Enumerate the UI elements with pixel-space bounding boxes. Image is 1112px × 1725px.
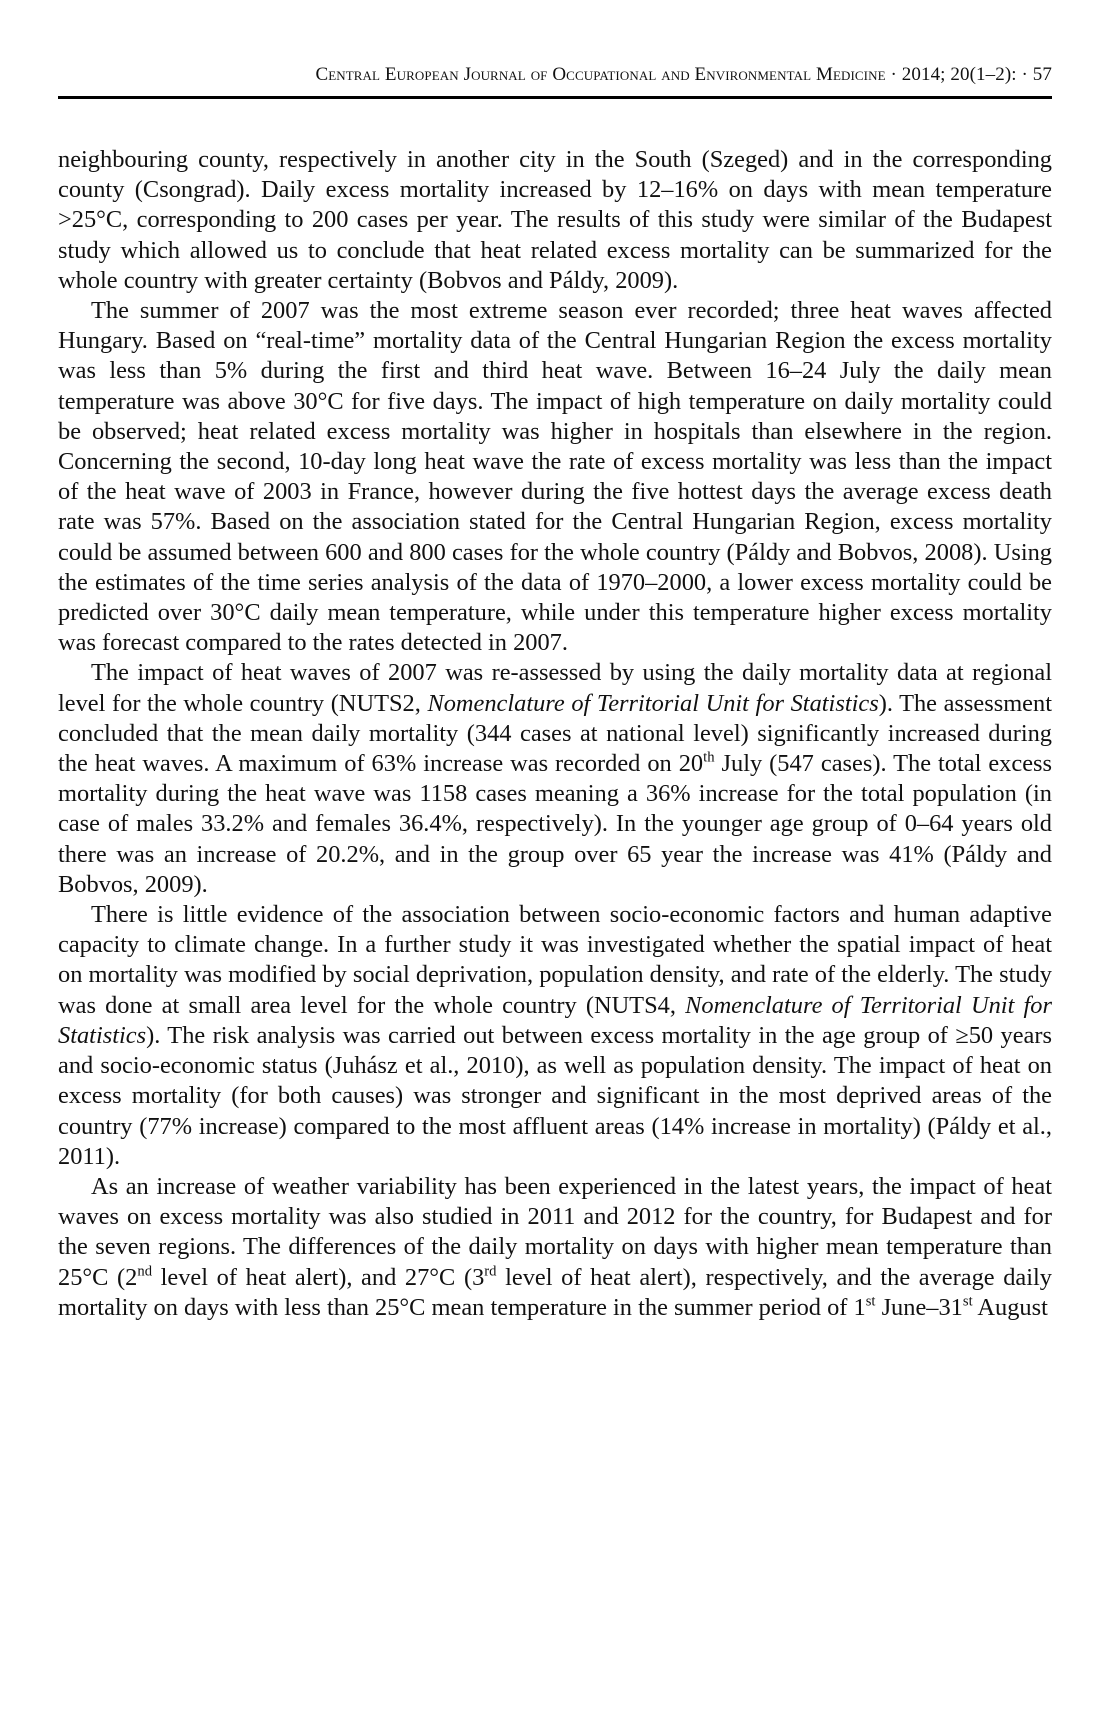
paragraph: [58, 145, 1052, 296]
text-run: June–31: [875, 1293, 963, 1321]
ordinal-suffix: rd: [484, 1263, 497, 1279]
header-separator: ·: [1016, 64, 1033, 85]
text-run: The impact of heat waves of 2007 was re-assessed by using the daily mortality data at regional level for the whole country (NUTS2,: [58, 659, 1052, 717]
ordinal-suffix: st: [962, 1293, 973, 1310]
text-run: level of heat alert), and 27°C (3: [152, 1263, 485, 1291]
header-separator: ·: [885, 64, 902, 85]
text-run: July (547 cases). The total excess mortality during the heat wave was 1158 cases meaning a 36% increase for the total population (in case of males 33.2% and females 36.4%, respectively). In the younger age group of 0–64 years old there was an increase of 20.2%, and in the group over 65 year the increase was 41% (Páldy and Bobvos, 2009).: [58, 750, 1053, 898]
text-run: ). The assessment concluded that the mean daily mortality (344 cases at national level) significantly increased during the heat waves. A maximum of 63% increase was recorded on 20: [58, 689, 1052, 778]
paragraph: [58, 900, 1052, 1172]
text-run: level of heat alert), respectively, and the average daily mortality on days with less than 25°C mean temperature in the summer period of 1: [58, 1263, 1053, 1321]
journal-title: Central European Journal of Occupational and Environmental Medicine: [315, 64, 886, 85]
ordinal-suffix: nd: [137, 1263, 152, 1279]
ordinal-suffix: th: [703, 749, 715, 766]
body-text: [58, 145, 1052, 1323]
citation-volume-issue: 2014; 20(1–2):: [901, 64, 1017, 85]
ordinal-suffix: st: [865, 1293, 876, 1310]
text-run: neighbouring county, respectively in another city in the South (Szeged) and in the corresponding county (Csongrad). Daily excess mortality increased by 12–16% on days with mean temperature >25°C, corresponding to 200 cases per year. The results of this study were similar of the Budapest study which allowed us to conclude that heat related excess mortality can be summarized for the whole country with greater certainty (Bobvos and Páldy, 2009).: [58, 146, 1052, 294]
paragraph: [58, 296, 1052, 658]
text-run: ). The risk analysis was carried out between excess mortality in the age group of ≥50 years and socio-economic status (Juhász et al., 2010), as well as population density. The impact of heat on excess mortality (for both causes) was stronger and significant in the most deprived areas of the country (77% increase) compared to the most affluent areas (14% increase in mortality) (Páldy et al., 2011).: [58, 1021, 1052, 1170]
paragraph: [58, 658, 1052, 900]
italic-term: Nomenclature of Territorial Unit for Statistics: [427, 689, 879, 717]
italic-term: Nomenclature of Territorial Unit for Statistics: [58, 991, 1052, 1049]
text-run: The summer of 2007 was the most extreme season ever recorded; three heat waves affected Hungary. Based on “real-time” mortality data of the Central Hungarian Region the excess mortality was less than 5% during the first and third heat wave. Between 16–24 July the daily mean temperature was above 30°C for five days. The impact of high temperature on daily mortality could be observed; heat related excess mortality was higher in hospitals than elsewhere in the region. Concerning the second, 10-day long heat wave the rate of excess mortality was less than the impact of the heat wave of 2003 in France, however during the five hottest days the average excess death rate was 57%. Based on the association stated for the Central Hungarian Region, excess mortality could be assumed between 600 and 800 cases for the whole country (Páldy and Bobvos, 2008). Using the estimates of the time series analysis of the data of 1970–2000, a lower excess mortality could be predicted over 30°C daily mean temperature, while under this temperature higher excess mortality was forecast compared to the rates detected in 2007.: [58, 297, 1052, 657]
running-header: [58, 62, 1052, 88]
paragraph: [58, 1172, 1052, 1323]
header-rule-divider: [58, 96, 1052, 99]
text-run: There is little evidence of the association between socio-economic factors and human adaptive capacity to climate change. In a further study it was investigated whether the spatial impact of heat on mortality was modified by social deprivation, population density, and rate of the elderly. The study was done at small area level for the whole country (NUTS4,: [58, 901, 1052, 1019]
text-run: As an increase of weather variability has been experienced in the latest years, the impact of heat waves on excess mortality was also studied in 2011 and 2012 for the country, for Budapest and for the seven regions. The differences of the daily mortality on days with higher mean temperature than 25°C (2: [58, 1172, 1052, 1291]
page-number: 57: [1032, 64, 1052, 85]
text-run: August: [972, 1293, 1048, 1321]
